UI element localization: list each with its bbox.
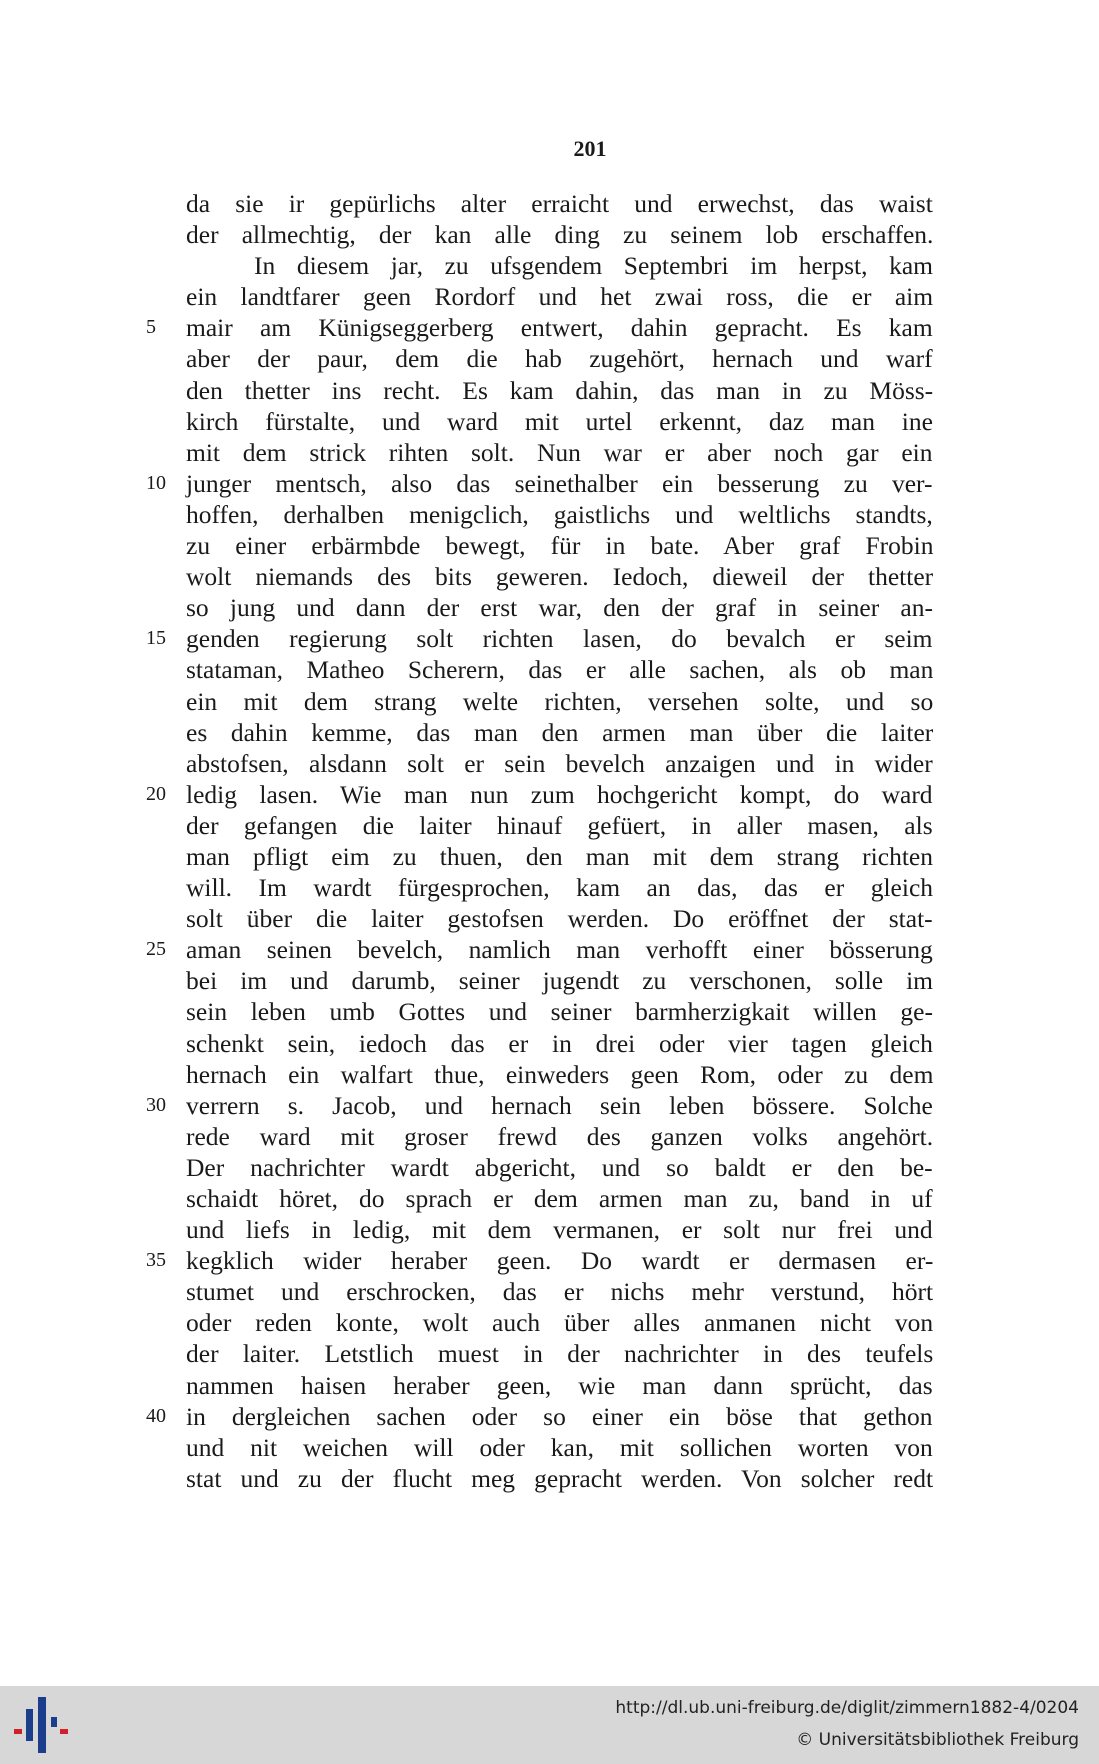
line-text: Der nachrichter wardt abgericht, und so baldt er den be- xyxy=(186,1152,933,1182)
line-text: den thetter ins recht. Es kam dahin, das man in zu Möss- xyxy=(186,375,934,405)
text-line xyxy=(186,281,933,312)
line-text: schenkt sein, iedoch das er in drei oder vier tagen gleich xyxy=(186,1028,933,1058)
line-text: sein leben umb Gottes und seiner barmherzigkait willen ge- xyxy=(186,997,933,1027)
text-line xyxy=(186,903,933,934)
text-line xyxy=(186,561,933,592)
line-text: solt über die laiter gestofsen werden. Do eröffnet der stat- xyxy=(186,904,933,934)
line-text: zu einer erbärmbde bewegt, für in bate. Aber graf Frobin xyxy=(186,531,934,561)
text-line xyxy=(186,810,933,841)
line-text: stumet und erschrocken, das er nichs mehr verstund, hört xyxy=(186,1277,934,1307)
text-line xyxy=(186,654,933,685)
line-text: so jung und dann der erst war, den der graf in seiner an- xyxy=(186,593,933,623)
text-line xyxy=(186,437,933,468)
line-text: abstofsen, alsdann solt er sein bevelch anzaigen und in wider xyxy=(186,748,933,778)
line-text: der allmechtig, der kan alle ding zu seinem lob erschaffen. xyxy=(186,220,934,250)
text-line xyxy=(186,841,933,872)
text-line xyxy=(186,188,933,219)
text-line xyxy=(186,1028,933,1059)
line-text: kegklich wider heraber geen. Do wardt er dermasen er- xyxy=(186,1246,934,1276)
text-line xyxy=(186,1214,933,1245)
source-url[interactable]: http://dl.ub.uni-freiburg.de/diglit/zimmern1882-4/0204 xyxy=(615,1698,1079,1718)
line-text: wolt niemands des bits geweren. Iedoch, dieweil der thetter xyxy=(186,562,934,592)
text-line xyxy=(186,592,933,623)
line-text: nammen haisen heraber geen, wie man dann sprücht, das xyxy=(186,1370,933,1400)
text-line xyxy=(186,375,933,406)
text-line xyxy=(186,965,933,996)
line-number: 20 xyxy=(146,782,166,805)
line-text: stataman, Matheo Scherern, das er alle sachen, als ob man xyxy=(186,655,934,685)
text-line xyxy=(146,1245,934,1276)
line-text: schaidt höret, do sprach er dem armen man zu, band in uf xyxy=(186,1184,933,1213)
text-line xyxy=(186,1463,933,1494)
line-text: mit dem strick rihten solt. Nun war er aber noch gar ein xyxy=(186,437,933,467)
text-line xyxy=(186,499,933,530)
text-line xyxy=(186,250,933,281)
copyright-notice: © Universitätsbibliothek Freiburg xyxy=(796,1730,1079,1750)
line-text: will. Im wardt fürgesprochen, kam an das, das er gleich xyxy=(186,873,934,903)
footer-bar xyxy=(0,1686,1099,1764)
line-text: und liefs in ledig, mit dem vermanen, er solt nur frei und xyxy=(186,1215,933,1245)
line-text: hernach ein walfart thue, einweders geen Rom, oder zu dem xyxy=(186,1059,934,1089)
text-line xyxy=(146,312,933,343)
line-text: oder reden konte, wolt auch über alles anmanen nicht von xyxy=(186,1308,934,1338)
line-text: aman seinen bevelch, namlich man verhofft einer bösserung xyxy=(186,935,933,965)
line-text: rede ward mit groser frewd des ganzen volks angehört. xyxy=(186,1121,934,1151)
page-number: 201 xyxy=(573,136,607,161)
body-text xyxy=(146,188,934,1494)
text-line xyxy=(146,779,933,810)
line-number: 35 xyxy=(146,1249,166,1272)
text-line xyxy=(146,1090,933,1121)
line-text: ein mit dem strang welte richten, versehen solte, und so xyxy=(186,686,934,716)
line-number: 40 xyxy=(146,1404,166,1427)
line-text: aber der paur, dem die hab zugehört, hernach und warf xyxy=(186,344,933,374)
line-text: stat und zu der flucht meg gepracht werden. Von solcher redt xyxy=(186,1463,934,1493)
line-text: und nit weichen will oder kan, mit sollichen worten von xyxy=(186,1432,933,1462)
text-line xyxy=(186,530,933,561)
line-text: es dahin kemme, das man den armen man über die laiter xyxy=(186,717,934,747)
text-line xyxy=(146,1401,933,1432)
line-text: ein landtfarer geen Rordorf und het zwai ross, die er aim xyxy=(186,282,934,312)
line-text: junger mentsch, also das seinethalber ein besserung zu ver- xyxy=(186,468,933,498)
text-line xyxy=(186,748,933,779)
line-number: 15 xyxy=(146,627,166,650)
line-text: bei im und darumb, seiner jugendt zu verschonen, solle im xyxy=(186,966,933,996)
text-line xyxy=(186,1183,933,1214)
text-line xyxy=(146,623,933,654)
text-line xyxy=(186,1370,933,1401)
text-line xyxy=(186,996,933,1027)
line-number: 10 xyxy=(146,471,166,494)
line-number: 30 xyxy=(146,1093,166,1116)
text-line xyxy=(186,1338,933,1369)
line-text: ledig lasen. Wie man nun zum hochgericht kompt, do ward xyxy=(186,779,933,809)
text-line xyxy=(146,468,933,499)
text-line xyxy=(146,934,933,965)
text-line xyxy=(186,1307,933,1338)
text-line xyxy=(186,717,933,748)
text-line xyxy=(186,219,933,250)
line-text: kirch fürstalte, und ward mit urtel erkennt, daz man ine xyxy=(186,406,933,436)
line-number: 5 xyxy=(146,316,156,339)
text-line xyxy=(186,1432,933,1463)
text-line xyxy=(186,1152,933,1183)
line-text: In diesem jar, zu ufsgendem Septembri im herpst, kam xyxy=(254,251,934,281)
line-text: man pfligt eim zu thuen, den man mit dem strang richten xyxy=(186,841,933,871)
line-text: mair am Künigseggerberg entwert, dahin gepracht. Es kam xyxy=(186,313,933,343)
line-text: in dergleichen sachen oder so einer ein böse that gethon xyxy=(186,1401,933,1431)
text-line xyxy=(186,1121,933,1152)
text-line xyxy=(186,872,933,903)
line-text: genden regierung solt richten lasen, do bevalch er seim xyxy=(186,624,933,654)
text-line xyxy=(186,343,933,374)
line-text: da sie ir gepürlichs alter erraicht und erwechst, das waist xyxy=(186,189,933,218)
line-text: verrern s. Jacob, und hernach sein leben bössere. Solche xyxy=(186,1090,933,1120)
line-number: 25 xyxy=(146,938,166,961)
text-line xyxy=(186,406,933,437)
line-text: der gefangen die laiter hinauf gefüert, in aller masen, als xyxy=(186,810,933,840)
line-text: hoffen, derhalben menigclich, gaistlichs und weltlichs standts, xyxy=(186,499,933,529)
ub-freiburg-logo-icon xyxy=(12,1695,72,1755)
text-line xyxy=(186,1276,933,1307)
text-line xyxy=(186,1059,933,1090)
line-text: der laiter. Letstlich muest in der nachrichter in des teufels xyxy=(186,1339,934,1369)
text-line xyxy=(186,686,933,717)
